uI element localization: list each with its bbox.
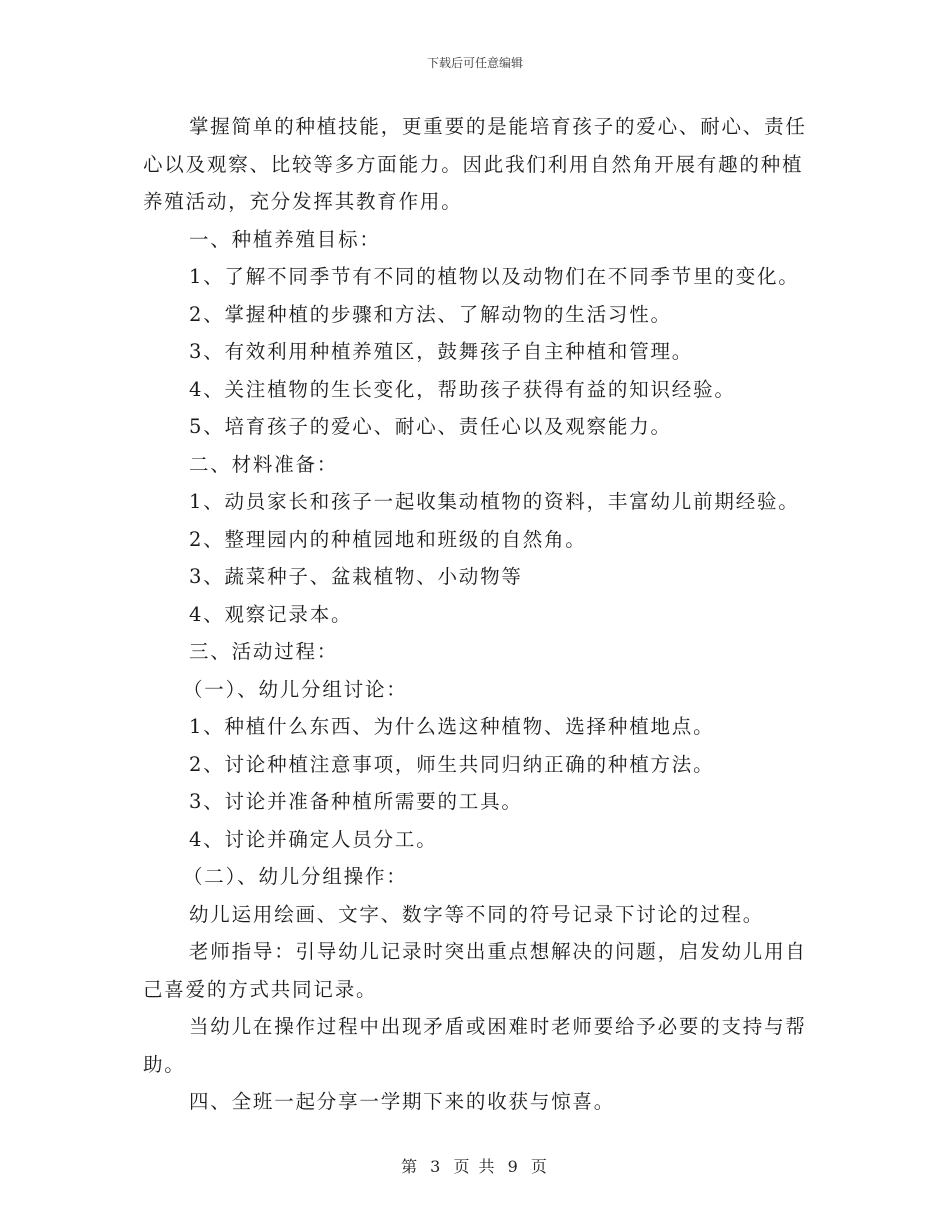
document-body	[143, 108, 807, 1121]
paragraph: 当幼儿在操作过程中出现矛盾或困难时老师要给予必要的支持与帮助。	[143, 1015, 807, 1076]
list-item: 1、了解不同季节有不同的植物以及动物们在不同季节里的变化。	[189, 265, 800, 288]
footer-suffix: 页	[530, 1157, 549, 1176]
list-item: 4、讨论并确定人员分工。	[189, 827, 438, 851]
list-item: 4、观察记录本。	[189, 602, 353, 626]
list-item: 2、掌握种植的步骤和方法、了解动物的生活习性。	[189, 302, 672, 326]
paragraph: 掌握简单的种植技能，更重要的是能培育孩子的爱心、耐心、责任心以及观察、比较等多方面能力。因此我们利用自然角开展有趣的种植养殖活动，充分发挥其教育作用。	[143, 115, 807, 213]
section-heading-materials: 二、材料准备：	[189, 452, 339, 476]
paragraph: 老师指导：引导幼儿记录时突出重点想解决的问题，启发幼儿用自己喜爱的方式共同记录。	[143, 940, 807, 1001]
footer-prefix: 第	[401, 1157, 420, 1176]
list-item: 3、蔬菜种子、盆栽植物、小动物等	[189, 565, 523, 588]
list-item: 2、整理园内的种植园地和班级的自然角。	[189, 527, 587, 551]
section-heading-goals: 一、种植养殖目标：	[189, 227, 381, 251]
list-item: 4、关注植物的生长变化，帮助孩子获得有益的知识经验。	[189, 377, 736, 401]
list-item: 3、有效利用种植养殖区，鼓舞孩子自主种植和管理。	[189, 340, 694, 363]
footer-middle: 页 共	[453, 1157, 497, 1176]
subsection-heading-operation: （二）、幼儿分组操作：	[183, 865, 408, 888]
list-item: 1、种植什么东西、为什么选这种植物、选择种植地点。	[189, 715, 715, 738]
list-item: 1、动员家长和孩子一起收集动植物的资料，丰富幼儿前期经验。	[189, 490, 800, 513]
section-heading-process: 三、活动过程：	[189, 640, 339, 663]
list-item: 5、培育孩子的爱心、耐心、责任心以及观察能力。	[189, 415, 672, 438]
page-footer	[0, 1154, 950, 1177]
list-item: 3、讨论并准备种植所需要的工具。	[189, 790, 523, 813]
page-header: 下载后可任意编辑	[426, 56, 523, 70]
section-heading-sharing: 四、全班一起分享一学期下来的收获与惊喜。	[189, 1090, 616, 1113]
subsection-heading-discussion: （一）、幼儿分组讨论：	[183, 677, 408, 701]
list-item: 2、讨论种植注意事项，师生共同归纳正确的种植方法。	[189, 752, 715, 776]
current-page-number: 3	[430, 1157, 443, 1176]
paragraph: 幼儿运用绘画、文字、数字等不同的符号记录下讨论的过程。	[189, 902, 765, 926]
total-page-count: 9	[507, 1157, 520, 1176]
